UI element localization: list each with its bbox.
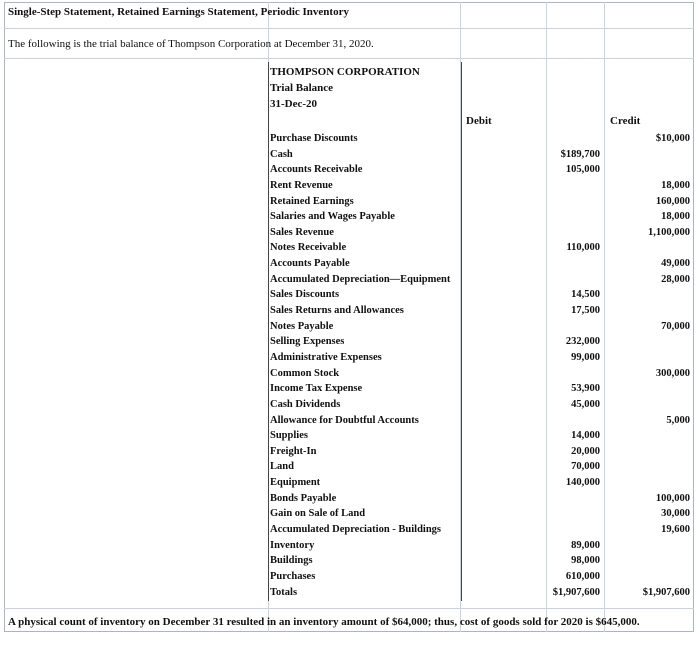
account-cell: Sales Revenue: [270, 226, 334, 238]
debit-cell: 14,500: [571, 289, 600, 301]
grid-line: [4, 28, 694, 29]
debit-cell: 98,000: [571, 555, 600, 567]
account-cell: Supplies: [270, 430, 308, 442]
table-row: [4, 163, 694, 179]
debit-cell: 140,000: [565, 477, 600, 489]
debit-cell: 17,500: [571, 305, 600, 317]
debit-cell: 610,000: [565, 570, 600, 582]
table-row: [4, 507, 694, 523]
debit-cell: 99,000: [571, 351, 600, 363]
table-row: [4, 210, 694, 226]
debit-cell: 110,000: [566, 242, 600, 254]
credit-header: Credit: [610, 115, 641, 127]
table-row: [4, 414, 694, 430]
credit-cell: 30,000: [661, 508, 690, 520]
account-cell: Accounts Payable: [270, 258, 350, 270]
table-row: [4, 226, 694, 242]
table-row: [4, 554, 694, 570]
table-row: [4, 476, 694, 492]
account-cell: Bonds Payable: [270, 492, 337, 504]
table-row: [4, 273, 694, 289]
account-cell: Cash: [270, 148, 293, 160]
table-row: [4, 132, 694, 148]
account-cell: Allowance for Doubtful Accounts: [270, 414, 419, 426]
table-row: [4, 179, 694, 195]
account-cell: Buildings: [270, 555, 313, 567]
table-row: [4, 539, 694, 555]
account-cell: Purchase Discounts: [270, 133, 358, 144]
account-cell: Notes Receivable: [270, 242, 347, 254]
debit-cell: 70,000: [571, 461, 600, 473]
credit-cell: 5,000: [666, 414, 690, 426]
table-row: [4, 241, 694, 257]
table-row: [4, 382, 694, 398]
account-cell: Retained Earnings: [270, 195, 354, 207]
account-cell: Common Stock: [270, 367, 340, 379]
credit-cell: 19,600: [661, 524, 690, 536]
credit-cell: $10,000: [655, 133, 690, 144]
account-cell: Income Tax Expense: [270, 383, 363, 395]
account-cell: Sales Returns and Allowances: [270, 305, 404, 317]
debit-cell: 53,900: [571, 383, 600, 395]
credit-cell: 300,000: [655, 367, 690, 379]
company-name: THOMPSON CORPORATION: [270, 66, 420, 78]
debit-header: Debit: [466, 115, 492, 127]
credit-cell: 70,000: [661, 320, 690, 332]
credit-cell: 18,000: [661, 211, 690, 223]
account-cell: Accumulated Depreciation—Equipment: [270, 273, 451, 285]
trial-balance-table: [4, 132, 694, 601]
grid-line: [4, 58, 694, 59]
account-cell: Totals: [270, 586, 298, 598]
account-cell: Rent Revenue: [270, 179, 333, 191]
credit-cell: 100,000: [655, 492, 690, 504]
credit-cell: $1,907,600: [642, 586, 690, 598]
account-cell: Sales Discounts: [270, 289, 340, 301]
table-row: [4, 523, 694, 539]
table-row: [4, 367, 694, 383]
account-cell: Notes Payable: [270, 320, 334, 332]
account-cell: Selling Expenses: [270, 336, 345, 348]
account-cell: Purchases: [270, 570, 316, 582]
table-row: [4, 304, 694, 320]
credit-cell: 18,000: [661, 179, 690, 191]
debit-cell: 232,000: [565, 336, 600, 348]
account-cell: Salaries and Wages Payable: [270, 211, 395, 223]
account-cell: Equipment: [270, 477, 321, 489]
table-row: [4, 257, 694, 273]
table-row: [4, 445, 694, 461]
debit-cell: 14,000: [571, 430, 600, 442]
table-row: [4, 429, 694, 445]
table-row: [4, 460, 694, 476]
table-row: [4, 195, 694, 211]
table-row: [4, 335, 694, 351]
table-row: [4, 320, 694, 336]
account-cell: Cash Dividends: [270, 398, 341, 410]
spreadsheet: [4, 2, 694, 642]
intro-text: The following is the trial balance of Thompson Corporation at December 31, 2020.: [8, 38, 374, 50]
account-cell: Accumulated Depreciation - Buildings: [270, 524, 442, 536]
page-title: Single-Step Statement, Retained Earnings Statement, Periodic Inventory: [8, 6, 349, 18]
account-cell: Gain on Sale of Land: [270, 508, 366, 520]
report-name: Trial Balance: [270, 82, 334, 94]
credit-cell: 1,100,000: [648, 226, 690, 238]
account-cell: Accounts Receivable: [270, 164, 363, 176]
footer-note: A physical count of inventory on December 31 resulted in an inventory amount of $64,000; thus, cost of goods sold for 2020 is $645,000.: [8, 616, 640, 628]
table-row: [4, 288, 694, 304]
debit-cell: 105,000: [565, 164, 600, 176]
account-cell: Administrative Expenses: [270, 351, 382, 363]
debit-cell: 45,000: [571, 398, 600, 410]
table-row: [4, 570, 694, 586]
debit-cell: 89,000: [571, 539, 600, 551]
debit-cell: $1,907,600: [552, 586, 600, 598]
table-row: [4, 148, 694, 164]
debit-cell: $189,700: [560, 148, 600, 160]
report-date: 31-Dec-20: [270, 98, 318, 110]
debit-cell: 20,000: [571, 445, 600, 457]
account-cell: Inventory: [270, 539, 315, 551]
credit-cell: 160,000: [655, 195, 690, 207]
credit-cell: 49,000: [661, 258, 690, 270]
table-row: [4, 586, 694, 602]
account-cell: Land: [270, 461, 294, 473]
credit-cell: 28,000: [661, 273, 690, 285]
account-cell: Freight-In: [270, 445, 317, 457]
table-row: [4, 398, 694, 414]
table-row: [4, 351, 694, 367]
grid-line: [4, 608, 694, 609]
table-row: [4, 492, 694, 508]
